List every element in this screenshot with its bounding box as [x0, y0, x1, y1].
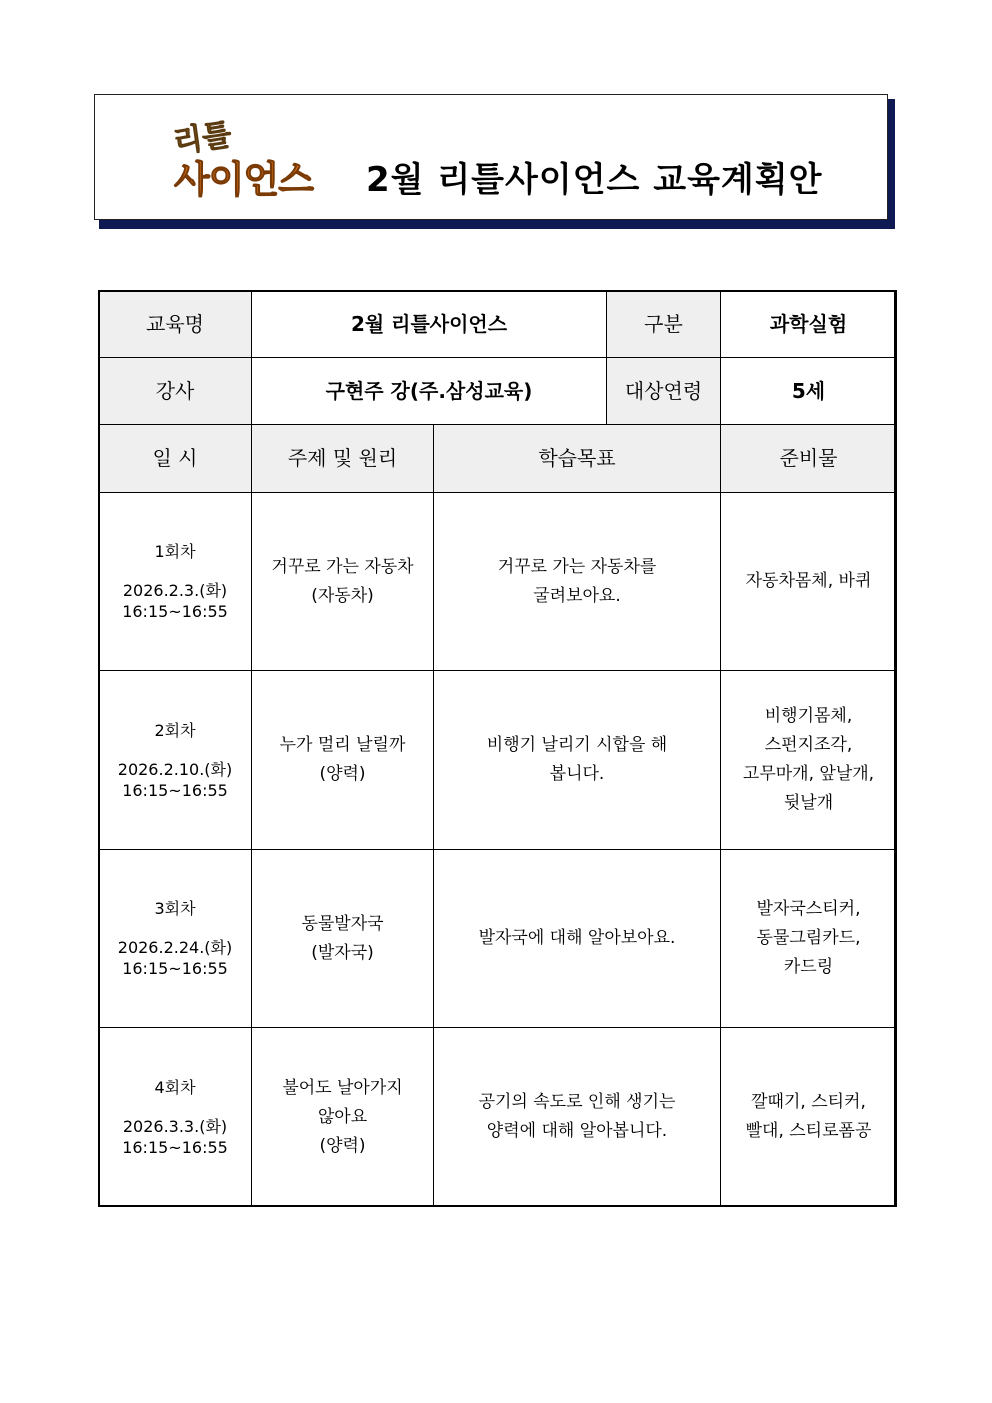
- topic-line: 동물발자국: [301, 913, 384, 934]
- materials-line: 자동차몸체, 바퀴: [745, 571, 872, 591]
- col-header-goal: 학습목표: [434, 425, 721, 493]
- session-time: 16:15~16:55: [122, 1137, 228, 1157]
- session-time: 16:15~16:55: [122, 959, 228, 978]
- education-plan-table: [98, 290, 897, 1207]
- session-row: [99, 850, 897, 1028]
- document-title: 2월 리틀사이언스 교육계획안: [366, 160, 823, 200]
- topic-line: (발자국): [311, 942, 374, 963]
- goal-line: 비행기 날리기 시합을 해: [486, 735, 668, 755]
- session-time: 16:15~16:55: [122, 780, 228, 800]
- session-materials: [721, 493, 897, 671]
- session-round: 3회차: [154, 899, 196, 918]
- logo-top-text: 리틀: [171, 117, 234, 161]
- little-science-logo: [170, 114, 340, 204]
- session-goal: [434, 493, 721, 671]
- info-row-2: [99, 358, 897, 425]
- materials-line: 뒷날개: [783, 793, 834, 813]
- session-topic: [252, 671, 434, 850]
- topic-line: (자동차): [311, 585, 374, 606]
- session-goal: [434, 850, 721, 1028]
- info-row-1: [99, 291, 897, 358]
- teacher-value: 구현주 강(주.삼성교육): [252, 358, 607, 425]
- materials-line: 발자국스티커,: [756, 899, 861, 919]
- session-date: 2026.3.3.(화): [122, 1116, 228, 1136]
- session-row: [99, 493, 897, 671]
- topic-line: (양력): [319, 1135, 366, 1156]
- session-topic: [252, 1028, 434, 1207]
- session-goal: [434, 671, 721, 850]
- session-datetime: [99, 1028, 252, 1207]
- session-date: 2026.2.10.(화): [117, 759, 233, 779]
- topic-line: 불어도 날아가지: [282, 1077, 403, 1098]
- goal-line: 양력에 대해 알아봅니다.: [486, 1121, 668, 1141]
- materials-line: 비행기몸체,: [764, 706, 853, 726]
- session-datetime: [99, 671, 252, 850]
- materials-line: 고무마개, 앞날개,: [742, 764, 875, 784]
- session-materials: [721, 850, 897, 1028]
- edu-name-value: 2월 리틀사이언스: [252, 291, 607, 358]
- goal-line: 굴려보아요.: [533, 585, 621, 606]
- column-header-row: [99, 425, 897, 493]
- edu-name-label: 교육명: [99, 291, 252, 358]
- topic-line: (양력): [319, 764, 366, 784]
- session-row: [99, 671, 897, 850]
- session-datetime: [99, 493, 252, 671]
- category-value: 과학실험: [721, 291, 897, 358]
- topic-line: 않아요: [317, 1106, 368, 1127]
- session-materials: [721, 671, 897, 850]
- session-round: 2회차: [154, 720, 196, 740]
- category-label: 구분: [607, 291, 721, 358]
- materials-line: 동물그림카드,: [756, 928, 861, 948]
- session-topic: [252, 493, 434, 671]
- session-row: [99, 1028, 897, 1207]
- session-date: 2026.2.3.(화): [122, 581, 228, 600]
- materials-line: 스펀지조각,: [764, 735, 853, 755]
- materials-line: 깔때기, 스티커,: [751, 1092, 866, 1112]
- topic-line: 누가 멀리 날릴까: [279, 735, 406, 755]
- materials-line: 빨대, 스티로폼공: [745, 1121, 872, 1141]
- session-topic: [252, 850, 434, 1028]
- goal-line: 봅니다.: [549, 764, 605, 784]
- age-label: 대상연령: [607, 358, 721, 425]
- materials-line: 카드링: [783, 957, 834, 977]
- age-value: 5세: [721, 358, 897, 425]
- session-goal: [434, 1028, 721, 1207]
- col-header-materials: 준비물: [721, 425, 897, 493]
- col-header-datetime: 일 시: [99, 425, 252, 493]
- session-time: 16:15~16:55: [122, 602, 228, 621]
- session-date: 2026.2.24.(화): [117, 938, 233, 957]
- goal-line: 공기의 속도로 인해 생기는: [478, 1092, 676, 1112]
- col-header-topic: 주제 및 원리: [252, 425, 434, 493]
- session-round: 4회차: [154, 1077, 196, 1097]
- teacher-label: 강사: [99, 358, 252, 425]
- topic-line: 거꾸로 가는 자동차: [271, 556, 414, 577]
- logo-bottom-text: 사이언스: [174, 158, 313, 201]
- session-round: 1회차: [154, 542, 196, 561]
- goal-line: 거꾸로 가는 자동차를: [497, 556, 657, 577]
- session-materials: [721, 1028, 897, 1207]
- goal-line: 발자국에 대해 알아보아요.: [478, 928, 676, 948]
- session-datetime: [99, 850, 252, 1028]
